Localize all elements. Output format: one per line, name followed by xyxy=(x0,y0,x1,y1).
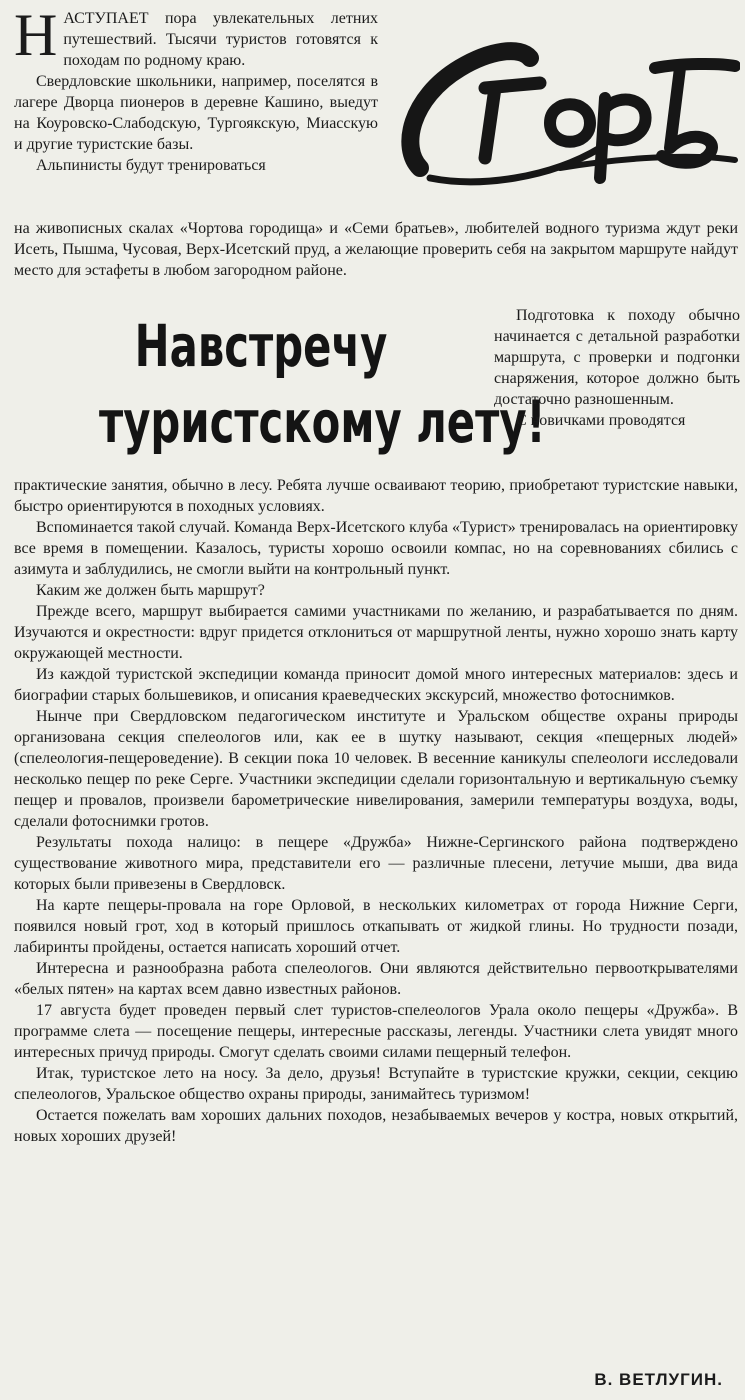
body-paragraph: Итак, туристское лето на носу. За дело, друзья! Вступайте в туристские кружки, секции, секцию спелеологов, Уральское общество охраны природы, занимайтесь туризмом! xyxy=(14,1065,738,1103)
body-paragraph: 17 августа будет проведен первый слет туристов-спелеологов Урала около пещеры «Дружба». В программе слета — посещение пещеры, интересные рассказы, легенды. Участники слета увидят много интересных причуд природы. Смогут сделать своими силами пещерный телефон. xyxy=(14,1002,738,1061)
body-paragraph: Результаты похода налицо: в пещере «Дружба» Нижне-Сергинского района подтверждено существование животного мира, представители его — различные плесени, летучие мыши, два вида которых были привезены в Свердловск. xyxy=(14,834,738,893)
article-headline xyxy=(99,308,546,460)
body-paragraph: Из каждой туристской экспедиции команда приносит домой много интересных материалов: здесь и биографии старых большевиков, и описания краеведческих экскурсий, множество фотоснимков. xyxy=(14,666,738,704)
body-paragraph: практические занятия, обычно в лесу. Ребята лучше осваивают теорию, приобретают туристские навыки, быстро ориентируются в походных условиях. xyxy=(14,477,738,515)
headline-line-2: туристскому лету! xyxy=(99,388,546,456)
body-paragraph: Интересна и разнообразна работа спелеологов. Они являются действительно первооткрывателями «белых пятен» на картах всем давно известных районов. xyxy=(14,960,738,998)
intro-paragraph-1: АСТУПАЕТ пора увлекательных летних путешествий. Тысячи туристов готовятся к походам по родному краю. xyxy=(63,10,378,69)
body-paragraph: Каким же должен быть маршрут? xyxy=(36,582,265,599)
article-body xyxy=(14,475,738,1147)
side-paragraph-1: Подготовка к походу обычно начинается с детальной разработки маршрута, с проверки и подгонки снаряжения, которое должно быть достаточно разношенным. xyxy=(494,307,740,408)
body-paragraph: Остается пожелать вам хороших дальних походов, незабываемых вечеров у костра, новых открытий, новых хороших друзей! xyxy=(14,1107,738,1145)
author-signature: В. ВЕТЛУГИН. xyxy=(594,1370,723,1389)
side-column xyxy=(494,305,740,431)
headline-line-1: Навстречу xyxy=(134,312,388,380)
intro-continuation xyxy=(14,218,738,281)
sport-logo xyxy=(400,28,740,198)
intro-column xyxy=(14,2,378,176)
body-paragraph: Прежде всего, маршрут выбирается самими участниками по желанию, и разрабатывается по дням. Изучаются и окрестности: вдруг придется отклониться от маршрутной ленты, нужно хорошо знать карту окружающей местности. xyxy=(14,603,738,662)
intro-paragraph-3-end: на живописных скалах «Чортова городища» и «Семи братьев», любителей водного туризма ждут реки Исеть, Пышма, Чусовая, Верх-Исетский пруд, а желающие проверить себя на закрытом маршруте найдут место для эстафеты в любом загородном районе. xyxy=(14,220,738,279)
side-paragraph-2-start: С новичками проводятся xyxy=(516,412,686,429)
intro-paragraph-2: Свердловские школьники, например, поселятся в лагере Дворца пионеров в деревне Кашино, выедут на Коуровско-Слабодскую, Тургоякскую, Миасскую и другие туристские базы. xyxy=(14,73,378,153)
body-paragraph: Вспоминается такой случай. Команда Верх-Исетского клуба «Турист» тренировалась на ориентировку все время в помещении. Казалось, туристы хорошо освоили компас, но на соревнованиях сбились с азимута и заблудились, не смогли выйти на контрольный пункт. xyxy=(14,519,738,578)
intro-paragraph-3-start: Альпинисты будут тренироваться xyxy=(36,157,266,174)
sport-logo-text: Спорт xyxy=(400,28,403,29)
drop-cap: Н xyxy=(14,2,58,68)
body-paragraph: На карте пещеры-провала на горе Орловой, в нескольких километрах от города Нижние Серги, появился новый грот, ход в который пришлось откапывать от жидкой глины. Но трудности позади, лабиринты пройдены, остается написать хороший отчет. xyxy=(14,897,738,956)
body-paragraph: Нынче при Свердловском педагогическом институте и Уральском обществе охраны природы организована секция спелеологов или, как ее в шутку называют, секция «пещерных людей» (спелеология-пещероведение). В секции пока 10 человек. В весенние каникулы спелеологи исследовали несколько пещер по реке Серге. Участники экспедиции сделали горизонтальную и вертикальную съемку пещер и провалов, произвели барометрические нивелирования, замерили температуры воздуха, воды, сделали фотоснимки гротов. xyxy=(14,708,738,830)
